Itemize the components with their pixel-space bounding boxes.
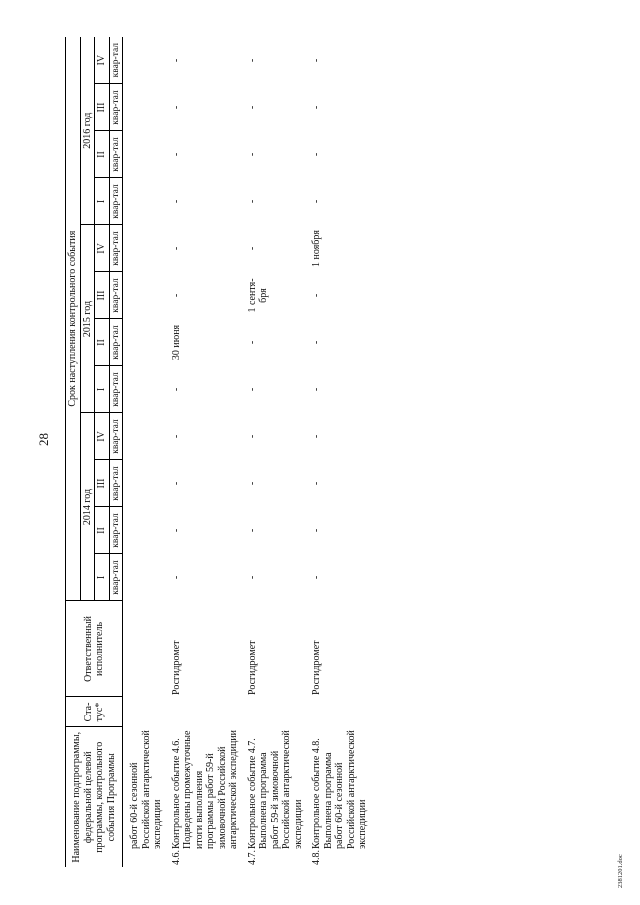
quarter-value: -: [170, 58, 182, 63]
quarter-value: -: [246, 246, 258, 251]
quarter-value: -: [311, 575, 323, 580]
quarter-value: -: [311, 434, 323, 439]
table-row: [241, 37, 306, 867]
event-status: [165, 697, 241, 727]
quarter-value: -: [311, 199, 323, 204]
quarter-value: -: [170, 434, 182, 439]
row-number: 4.7.: [246, 850, 258, 865]
header-year-2015: 2015 год: [80, 225, 95, 413]
quarter-value: 1 сентя-бря: [246, 278, 270, 313]
quarter-value: [123, 507, 165, 554]
quarter-value: -: [246, 199, 258, 204]
header-quarter: II: [95, 131, 110, 178]
quarter-value: -: [170, 528, 182, 533]
quarter-value: -: [170, 575, 182, 580]
quarter-value: [123, 37, 165, 84]
quarter-value: [123, 272, 165, 319]
header-quarter: II: [95, 507, 110, 554]
header-quarter: IV: [95, 225, 110, 272]
row-number: 4.8.: [311, 850, 323, 865]
quarter-value: -: [311, 528, 323, 533]
quarter-value: -: [311, 340, 323, 345]
quarter-value: -: [311, 387, 323, 392]
header-quarter-label: квар-тал: [109, 366, 123, 413]
quarter-value: -: [246, 105, 258, 110]
header-quarter: I: [95, 178, 110, 225]
quarter-value: [123, 366, 165, 413]
header-year-2016: 2016 год: [80, 37, 95, 225]
event-status: [305, 697, 370, 727]
header-quarter: III: [95, 272, 110, 319]
responsible-executor: Росгидромет: [170, 640, 182, 695]
header-quarter-label: квар-тал: [109, 84, 123, 131]
quarter-value: -: [170, 105, 182, 110]
header-quarter: I: [95, 366, 110, 413]
quarter-value: [123, 131, 165, 178]
event-status: [123, 697, 165, 727]
quarter-value: [123, 319, 165, 366]
header-name: Наименование подпрограммы, федеральной целевой программы, контрольного события Программы: [66, 727, 123, 867]
header-quarter-label: квар-тал: [109, 460, 123, 507]
header-quarter-label: квар-тал: [109, 37, 123, 84]
event-name: работ 60-й сезонной Российской антарктической экспедиции: [129, 730, 164, 849]
row-number: [123, 851, 165, 867]
quarter-value: [123, 225, 165, 272]
quarter-value: -: [311, 152, 323, 157]
header-quarter-label: квар-тал: [109, 554, 123, 601]
header-quarter: II: [95, 319, 110, 366]
header-quarter: I: [95, 554, 110, 601]
quarter-value: 1 ноября: [311, 230, 323, 267]
quarter-value: -: [246, 152, 258, 157]
table-body: [123, 37, 370, 867]
table-row: [165, 37, 241, 867]
header-quarter: IV: [95, 37, 110, 84]
quarter-value: [123, 84, 165, 131]
header-quarter-label: квар-тал: [109, 319, 123, 366]
event-name: Контрольное событие 4.8. Выполнена программа работ 60-й сезонной Российской антарктической экспедиции: [311, 730, 369, 849]
rotated-table-container: [65, 37, 635, 867]
quarter-value: 30 июня: [170, 324, 182, 361]
event-name: Контрольное событие 4.7. Выполнена программа работ 59-й зимовочной Российской антарктической экспедиции: [246, 730, 304, 849]
quarter-value: -: [170, 293, 182, 298]
quarter-value: -: [246, 575, 258, 580]
quarter-value: -: [311, 58, 323, 63]
header-quarter-label: квар-тал: [109, 413, 123, 460]
quarter-value: -: [170, 199, 182, 204]
header-quarter-label: квар-тал: [109, 225, 123, 272]
quarter-value: [123, 413, 165, 460]
quarter-value: -: [311, 105, 323, 110]
responsible-executor: Росгидромет: [246, 640, 258, 695]
quarter-value: -: [246, 340, 258, 345]
quarter-value: [123, 178, 165, 225]
quarter-value: [123, 554, 165, 601]
control-events-table: [65, 37, 370, 867]
footer-doc-name: 2381201.doc: [617, 854, 624, 888]
quarter-value: -: [311, 293, 323, 298]
quarter-value: -: [246, 387, 258, 392]
row-number: 4.6.: [170, 850, 182, 865]
quarter-value: -: [246, 434, 258, 439]
header-year-2014: 2014 год: [80, 413, 95, 601]
quarter-value: -: [246, 481, 258, 486]
header-quarter-label: квар-тал: [109, 507, 123, 554]
quarter-value: -: [170, 152, 182, 157]
page-number: 28: [36, 433, 51, 446]
quarter-value: -: [170, 387, 182, 392]
responsible-executor: [123, 601, 165, 697]
header-executor: Ответственный исполнитель: [66, 601, 123, 697]
header-quarter: III: [95, 84, 110, 131]
quarter-value: [123, 460, 165, 507]
quarter-value: -: [311, 481, 323, 486]
header-quarter-label: квар-тал: [109, 131, 123, 178]
quarter-value: -: [246, 528, 258, 533]
header-quarter: III: [95, 460, 110, 507]
table-row: [123, 37, 165, 867]
header-quarter-label: квар-тал: [109, 178, 123, 225]
quarter-value: -: [246, 58, 258, 63]
header-deadline: Срок наступления контрольного события: [66, 37, 81, 601]
header-quarter-label: квар-тал: [109, 272, 123, 319]
event-name: Контрольное событие 4.6. Подведены промежуточные итоги выполнения программы работ 59-й зимовочной Российской антарктической экспедиции: [170, 729, 240, 849]
responsible-executor: Росгидромет: [311, 640, 323, 695]
quarter-value: -: [170, 246, 182, 251]
quarter-value: -: [170, 481, 182, 486]
table-row: [305, 37, 370, 867]
header-status: Ста-тус*: [66, 697, 123, 727]
header-quarter: IV: [95, 413, 110, 460]
event-status: [241, 697, 306, 727]
